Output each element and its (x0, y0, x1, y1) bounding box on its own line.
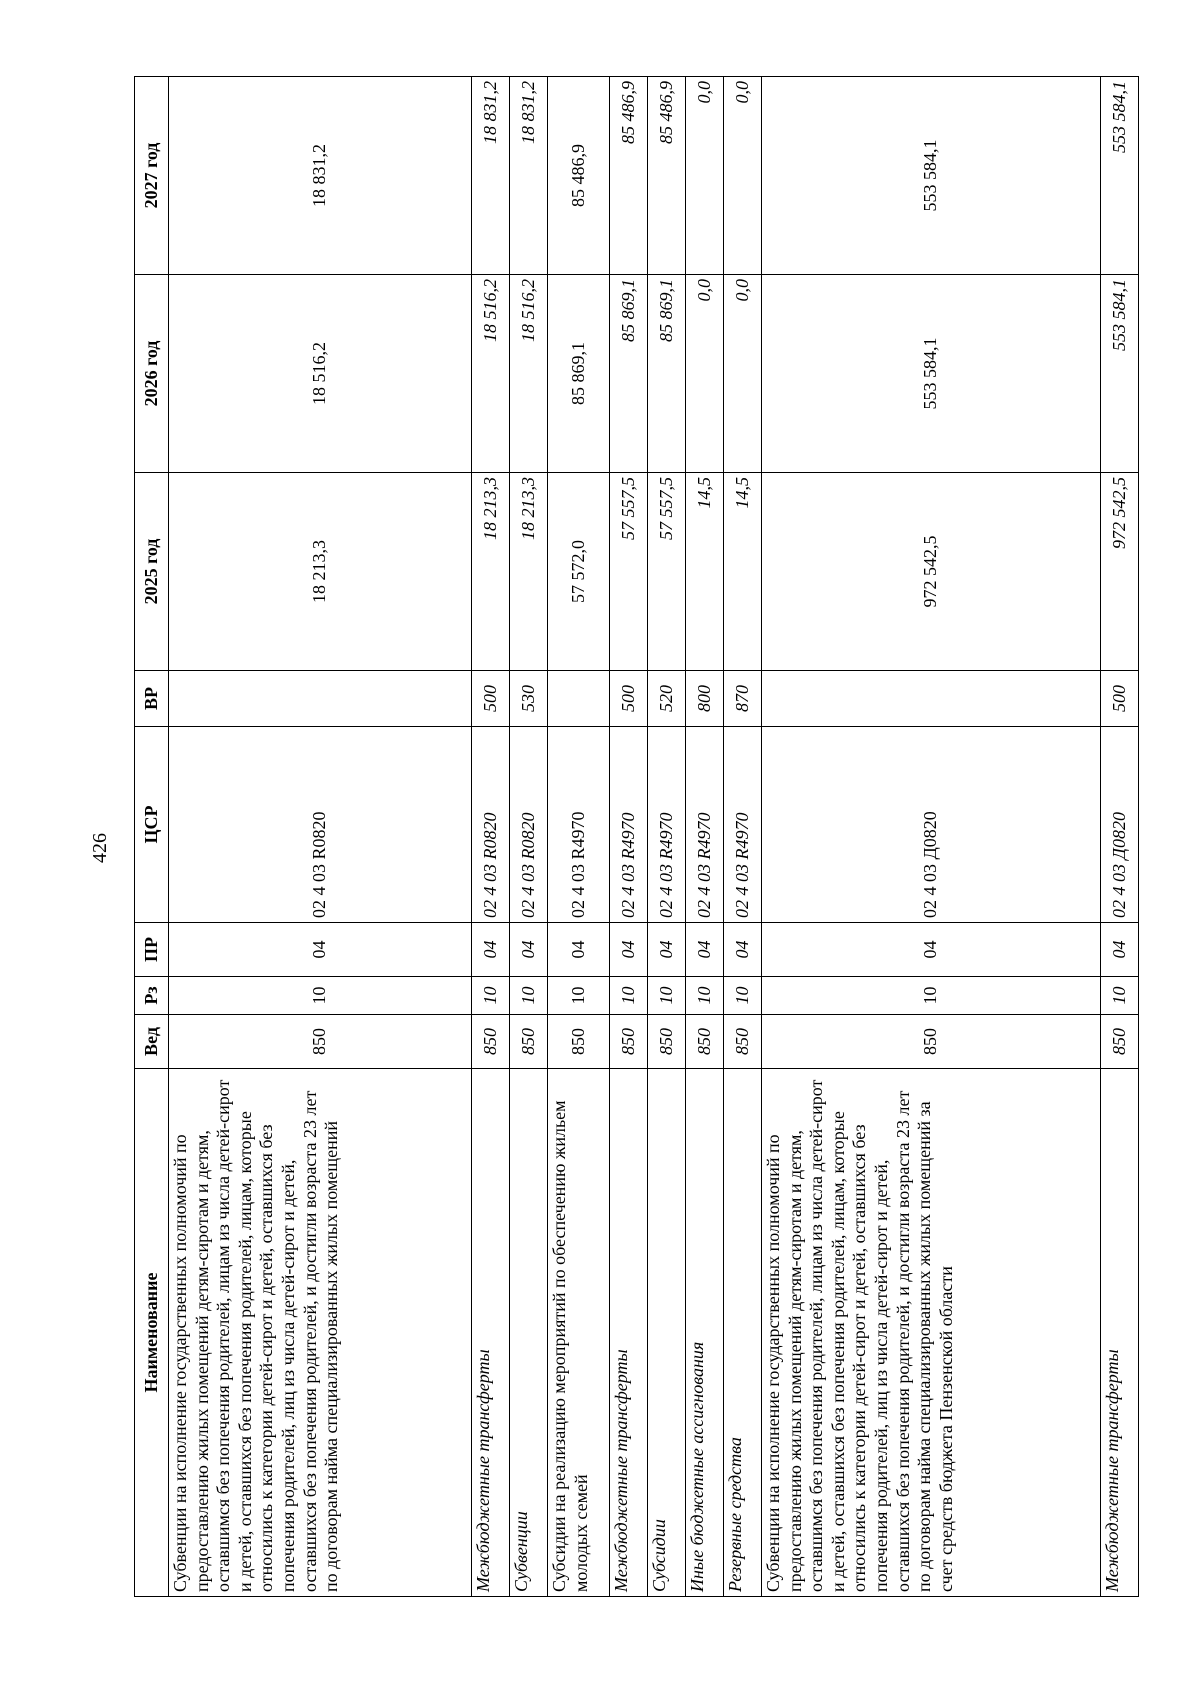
header-rz: Рз (135, 977, 169, 1015)
cell-name: Межбюджетные трансферты (610, 1069, 648, 1597)
cell-2026: 553 584,1 (1101, 275, 1139, 473)
table-row (648, 77, 686, 1597)
table-row (686, 77, 724, 1597)
cell-pr: 04 (610, 923, 648, 977)
header-name: Наименование (135, 1069, 169, 1597)
cell-csr: 02 4 03 R4970 (548, 727, 610, 923)
page-number: 426 (89, 833, 111, 863)
cell-rz: 10 (648, 977, 686, 1015)
cell-2025: 18 213,3 (510, 473, 548, 671)
header-pr: ПР (135, 923, 169, 977)
table-row (548, 77, 610, 1597)
cell-rz: 10 (724, 977, 762, 1015)
cell-2026: 0,0 (686, 275, 724, 473)
cell-vr: 500 (610, 671, 648, 727)
cell-name: Субвенции на исполнение государственных полномочий по предоставлению жилых помещений детям-сиротам и детям, оставшимся без попечения родителей, лицам из числа детей-сирот и детей, оставшихся без попечения родителей, лицам, которые относились к категории детей-сирот и детей, оставшихся без попечения родителей, лиц из числа детей-сирот и детей, оставшихся без попечения родителей, и достигли возраста 23 лет по договорам найма специализированных жилых помещений за счет средств бюджета Пензенской области (762, 1069, 1101, 1597)
cell-vr: 520 (648, 671, 686, 727)
cell-ved: 850 (169, 1015, 472, 1069)
cell-2026: 0,0 (724, 275, 762, 473)
cell-ved: 850 (548, 1015, 610, 1069)
cell-pr: 04 (472, 923, 510, 977)
cell-pr: 04 (648, 923, 686, 977)
cell-vr (169, 671, 472, 727)
cell-2026: 85 869,1 (610, 275, 648, 473)
table-row (1101, 77, 1139, 1597)
table-row (762, 77, 1101, 1597)
cell-name: Субвенции (510, 1069, 548, 1597)
cell-rz: 10 (510, 977, 548, 1015)
cell-vr: 500 (1101, 671, 1139, 727)
cell-rz: 10 (686, 977, 724, 1015)
cell-2025: 972 542,5 (762, 473, 1101, 671)
cell-2026: 18 516,2 (169, 275, 472, 473)
cell-pr: 04 (169, 923, 472, 977)
cell-2025: 57 557,5 (648, 473, 686, 671)
cell-vr (548, 671, 610, 727)
cell-csr: 02 4 03 R0820 (472, 727, 510, 923)
cell-ved: 850 (648, 1015, 686, 1069)
cell-rz: 10 (1101, 977, 1139, 1015)
cell-2026: 18 516,2 (472, 275, 510, 473)
header-csr: ЦСР (135, 727, 169, 923)
header-2025: 2025 год (135, 473, 169, 671)
cell-vr: 870 (724, 671, 762, 727)
cell-rz: 10 (472, 977, 510, 1015)
table-row (169, 77, 472, 1597)
cell-2026: 85 869,1 (648, 275, 686, 473)
cell-rz: 10 (610, 977, 648, 1015)
cell-vr: 530 (510, 671, 548, 727)
cell-csr: 02 4 03 R4970 (686, 727, 724, 923)
cell-ved: 850 (686, 1015, 724, 1069)
cell-2027: 85 486,9 (548, 77, 610, 275)
cell-ved: 850 (724, 1015, 762, 1069)
cell-2026: 85 869,1 (548, 275, 610, 473)
cell-vr: 800 (686, 671, 724, 727)
cell-csr: 02 4 03 Д0820 (1101, 727, 1139, 923)
cell-pr: 04 (548, 923, 610, 977)
cell-pr: 04 (686, 923, 724, 977)
rotated-page-content (134, 77, 1129, 1597)
table-header-row (135, 77, 169, 1597)
cell-2027: 85 486,9 (610, 77, 648, 275)
header-ved: Вед (135, 1015, 169, 1069)
cell-pr: 04 (762, 923, 1101, 977)
cell-2027: 18 831,2 (510, 77, 548, 275)
cell-csr: 02 4 03 R4970 (648, 727, 686, 923)
header-2027: 2027 год (135, 77, 169, 275)
cell-2027: 553 584,1 (762, 77, 1101, 275)
header-2026: 2026 год (135, 275, 169, 473)
cell-name: Субсидии (648, 1069, 686, 1597)
cell-csr: 02 4 03 R0820 (510, 727, 548, 923)
cell-ved: 850 (510, 1015, 548, 1069)
table-row (472, 77, 510, 1597)
cell-pr: 04 (1101, 923, 1139, 977)
budget-table (134, 76, 1139, 1597)
cell-name: Субсидии на реализацию мероприятий по обеспечению жильем молодых семей (548, 1069, 610, 1597)
cell-pr: 04 (724, 923, 762, 977)
table-row (510, 77, 548, 1597)
cell-2025: 57 557,5 (610, 473, 648, 671)
cell-vr: 500 (472, 671, 510, 727)
cell-ved: 850 (610, 1015, 648, 1069)
cell-csr: 02 4 03 R4970 (610, 727, 648, 923)
cell-2027: 18 831,2 (169, 77, 472, 275)
cell-name: Межбюджетные трансферты (1101, 1069, 1139, 1597)
cell-2027: 0,0 (686, 77, 724, 275)
cell-rz: 10 (169, 977, 472, 1015)
cell-2025: 972 542,5 (1101, 473, 1139, 671)
cell-name: Иные бюджетные ассигнования (686, 1069, 724, 1597)
cell-2025: 18 213,3 (169, 473, 472, 671)
cell-2027: 18 831,2 (472, 77, 510, 275)
table-body (169, 77, 1139, 1597)
cell-2026: 18 516,2 (510, 275, 548, 473)
cell-ved: 850 (762, 1015, 1101, 1069)
cell-2026: 553 584,1 (762, 275, 1101, 473)
cell-2025: 18 213,3 (472, 473, 510, 671)
cell-2025: 14,5 (686, 473, 724, 671)
cell-ved: 850 (1101, 1015, 1139, 1069)
cell-vr (762, 671, 1101, 727)
cell-rz: 10 (548, 977, 610, 1015)
cell-rz: 10 (762, 977, 1101, 1015)
cell-2027: 0,0 (724, 77, 762, 275)
cell-pr: 04 (510, 923, 548, 977)
cell-2025: 14,5 (724, 473, 762, 671)
cell-name: Субвенции на исполнение государственных полномочий по предоставлению жилых помещений детям-сиротам и детям, оставшимся без попечения родителей, лицам из числа детей-сирот и детей, оставшихся без попечения родителей, лицам, которые относились к категории детей-сирот и детей, оставшихся без попечения родителей, лиц из числа детей-сирот и детей, оставшихся без попечения родителей, и достигли возраста 23 лет по договорам найма специализированных жилых помещений (169, 1069, 472, 1597)
header-vr: ВР (135, 671, 169, 727)
cell-csr: 02 4 03 Д0820 (762, 727, 1101, 923)
cell-name: Резервные средства (724, 1069, 762, 1597)
cell-2027: 85 486,9 (648, 77, 686, 275)
cell-ved: 850 (472, 1015, 510, 1069)
table-row (724, 77, 762, 1597)
cell-2025: 57 572,0 (548, 473, 610, 671)
cell-name: Межбюджетные трансферты (472, 1069, 510, 1597)
table-row (610, 77, 648, 1597)
cell-2027: 553 584,1 (1101, 77, 1139, 275)
cell-csr: 02 4 03 R0820 (169, 727, 472, 923)
cell-csr: 02 4 03 R4970 (724, 727, 762, 923)
